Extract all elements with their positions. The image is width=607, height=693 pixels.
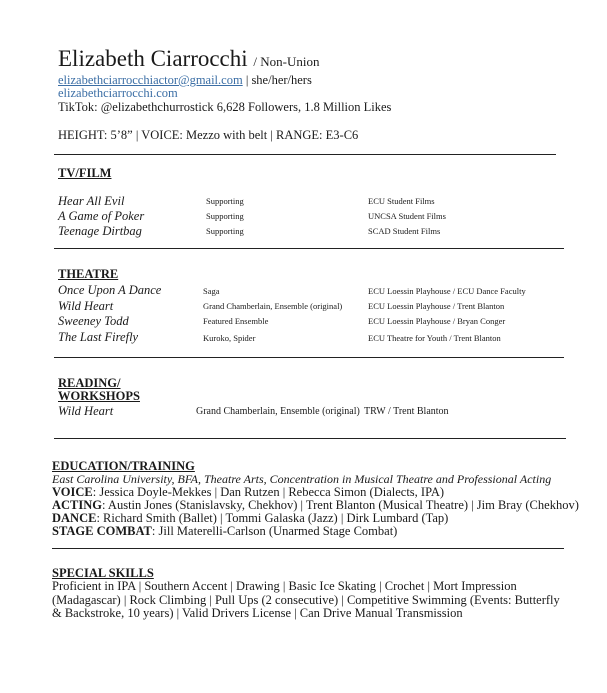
website-link[interactable]: elizabethciarrocchi.com [58,86,178,100]
credit-company: ECU Theatre for Youth / Trent Blanton [368,333,501,343]
resume-header [58,46,320,72]
training-label: ACTING [52,498,103,512]
credit-title: Sweeney Todd [58,314,129,328]
training-detail: : Austin Jones (Stanislavsky, Chekhov) | Trent Blanton (Musical Theatre) | Jim Bray (Chekhov) [102,498,579,512]
divider [54,438,566,439]
section-heading-theatre: THEATRE [58,267,119,281]
credit-role: Kuroko, Spider [203,333,256,343]
training-label: STAGE COMBAT [52,524,152,538]
credit-title: Wild Heart [58,404,114,418]
credit-role: Supporting [206,226,244,236]
actor-name: Elizabeth Ciarrocchi [58,46,248,71]
training-detail: : Richard Smith (Ballet) | Tommi Galaska (Jazz) | Dirk Lumbard (Tap) [96,511,449,525]
credit-company: UNCSA Student Films [368,211,446,221]
credit-title: Teenage Dirtbag [58,224,142,238]
credit-company: ECU Loessin Playhouse / Bryan Conger [368,316,506,326]
email-link[interactable]: elizabethciarrocchiactor@gmail.com [58,73,243,87]
stats-line: HEIGHT: 5’8” | VOICE: Mezzo with belt | RANGE: E3-C6 [58,128,359,142]
credit-company: ECU Student Films [368,196,435,206]
skills-text: Proficient in IPA | Southern Accent | Drawing | Basic Ice Skating | Crochet | Mort Impression (Madagascar) | Rock Climbing | Pull Ups (2 consecutive) | Competitive Swimming (Events: Butterfly & Backstroke, 10 years) | Valid Drivers License | Can Drive Manual Transmission [52,579,560,620]
credit-title: A Game of Poker [58,209,145,223]
credit-title: Wild Heart [58,299,114,313]
pronouns: | she/her/hers [245,73,312,87]
credit-role: Saga [203,286,220,296]
credit-role: Supporting [206,196,244,206]
divider [54,248,564,249]
credit-title: Once Upon A Dance [58,283,162,297]
credit-title: The Last Firefly [58,330,139,344]
credit-company: SCAD Student Films [368,226,441,236]
training-detail: : Jill Materelli-Carlson (Unarmed Stage Combat) [151,524,398,538]
divider [54,357,564,358]
divider [52,548,564,549]
credit-company: ECU Loessin Playhouse / ECU Dance Faculty [368,286,526,296]
training-label: VOICE [52,485,93,499]
training-combat [52,524,397,539]
credit-role: Featured Ensemble [203,316,269,326]
credit-company: TRW / Trent Blanton [364,406,449,417]
credit-role: Grand Chamberlain, Ensemble (original) [196,406,360,417]
credit-role: Grand Chamberlain, Ensemble (original) [203,301,343,311]
training-detail: : Jessica Doyle-Mekkes | Dan Rutzen | Rebecca Simon (Dialects, IPA) [92,485,445,499]
divider [54,154,556,155]
section-heading-reading: READING/ [58,376,121,390]
union-status: / Non-Union [253,54,320,69]
credit-role: Supporting [206,211,244,221]
section-heading-tvfilm: TV/FILM [58,166,112,180]
credit-title: Hear All Evil [58,194,125,208]
degree-line: East Carolina University, BFA, Theatre Arts, Concentration in Musical Theatre and Professional Acting [52,472,552,486]
credit-company: ECU Loessin Playhouse / Trent Blanton [368,301,505,311]
section-heading-skills: SPECIAL SKILLS [52,566,154,580]
section-heading-education: EDUCATION/TRAINING [52,459,195,473]
tiktok-line: TikTok: @elizabethchurrostick 6,628 Followers, 1.8 Million Likes [58,100,392,114]
training-label: DANCE [52,511,97,525]
section-heading-workshops: WORKSHOPS [58,389,140,403]
